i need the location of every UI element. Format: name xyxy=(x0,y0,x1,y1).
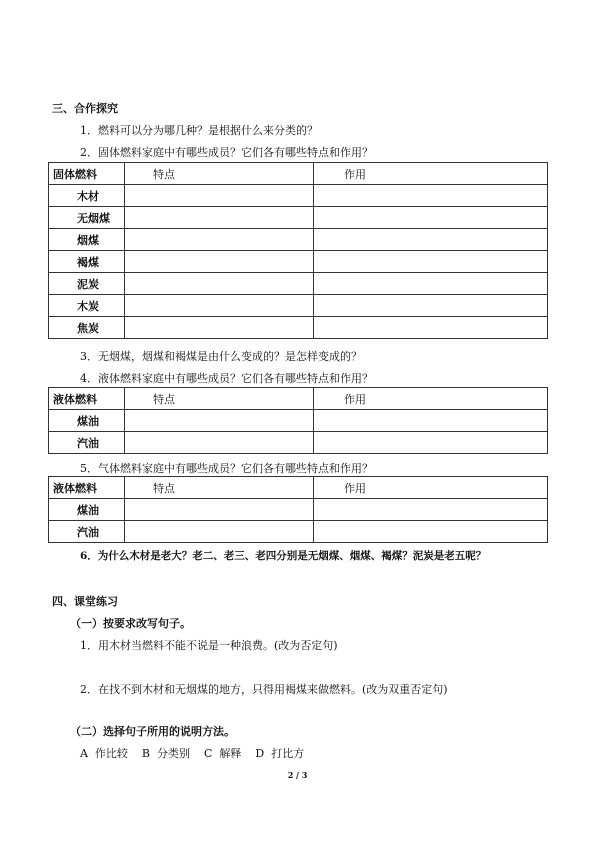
blank-cell[interactable] xyxy=(314,499,548,521)
blank-cell[interactable] xyxy=(125,273,314,295)
blank-cell[interactable] xyxy=(314,185,548,207)
row-label: 泥炭 xyxy=(49,273,125,295)
row-label: 煤油 xyxy=(49,499,125,521)
blank-cell[interactable] xyxy=(125,521,314,543)
page-number: 2 / 3 xyxy=(287,770,308,780)
answer-options: A 作比较 B 分类别 C 解释 D 打比方 xyxy=(80,747,305,760)
table-row xyxy=(49,229,548,251)
table-header-cell: 作用 xyxy=(314,477,548,499)
question-2: 2．固体燃料家庭中有哪些成员？它们各有哪些特点和作用？ xyxy=(80,146,373,159)
subsection-2-title: （二）选择句子所用的说明方法。 xyxy=(70,725,235,738)
blank-cell[interactable] xyxy=(314,251,548,273)
blank-cell[interactable] xyxy=(125,317,314,339)
table-header-cell: 作用 xyxy=(314,163,548,185)
blank-cell[interactable] xyxy=(314,410,548,432)
row-label: 烟煤 xyxy=(49,229,125,251)
blank-cell[interactable] xyxy=(125,229,314,251)
blank-cell[interactable] xyxy=(314,295,548,317)
blank-cell[interactable] xyxy=(314,317,548,339)
question-1: 1．燃料可以分为哪几种？是根据什么来分类的？ xyxy=(80,124,318,137)
blank-cell[interactable] xyxy=(314,273,548,295)
table-header-cell: 特点 xyxy=(125,388,314,410)
blank-cell[interactable] xyxy=(125,295,314,317)
question-3: 3．无烟煤，烟煤和褐煤是由什么变成的？是怎样变成的？ xyxy=(80,350,362,363)
table-row xyxy=(49,317,548,339)
question-4: 4．液体燃料家庭中有哪些成员？它们各有哪些特点和作用？ xyxy=(80,372,373,385)
row-label: 褐煤 xyxy=(49,251,125,273)
table-row xyxy=(49,251,548,273)
blank-cell[interactable] xyxy=(125,251,314,273)
table-header-cell: 固体燃料 xyxy=(49,163,125,185)
question-5: 5．气体燃料家庭中有哪些成员？它们各有哪些特点和作用？ xyxy=(80,462,373,475)
section-3-title: 三、合作探究 xyxy=(52,102,118,115)
question-6: 6．为什么木材是老大？老二、老三、老四分别是无烟煤、烟煤、褐煤？泥炭是老五呢？ xyxy=(80,550,487,562)
row-label: 木材 xyxy=(49,185,125,207)
table-header-cell: 液体燃料 xyxy=(49,477,125,499)
table-header-row xyxy=(49,163,548,185)
blank-cell[interactable] xyxy=(314,229,548,251)
exercise-2: 2．在找不到木材和无烟煤的地方，只得用褐煤来做燃料。(改为双重否定句) xyxy=(80,683,448,696)
table-row xyxy=(49,273,548,295)
exercise-1: 1．用木材当燃料不能不说是一种浪费。(改为否定句) xyxy=(80,639,338,652)
table-row xyxy=(49,207,548,229)
subsection-1-title: （一）按要求改写句子。 xyxy=(70,617,191,630)
table-header-row xyxy=(49,388,548,410)
blank-cell[interactable] xyxy=(125,499,314,521)
row-label: 汽油 xyxy=(49,521,125,543)
blank-cell[interactable] xyxy=(125,185,314,207)
row-label: 汽油 xyxy=(49,432,125,454)
row-label: 煤油 xyxy=(49,410,125,432)
table-header-row xyxy=(49,477,548,499)
table-header-cell: 特点 xyxy=(125,163,314,185)
row-label: 焦炭 xyxy=(49,317,125,339)
table-row xyxy=(49,295,548,317)
table-row xyxy=(49,521,548,543)
gas-fuel-table xyxy=(48,476,548,543)
blank-cell[interactable] xyxy=(125,410,314,432)
solid-fuel-table xyxy=(48,162,548,339)
table-header-cell: 液体燃料 xyxy=(49,388,125,410)
liquid-fuel-table xyxy=(48,387,548,454)
blank-cell[interactable] xyxy=(314,207,548,229)
table-row xyxy=(49,185,548,207)
row-label: 木炭 xyxy=(49,295,125,317)
row-label: 无烟煤 xyxy=(49,207,125,229)
section-4-title: 四、课堂练习 xyxy=(52,595,118,608)
table-row xyxy=(49,432,548,454)
blank-cell[interactable] xyxy=(314,521,548,543)
table-row xyxy=(49,499,548,521)
blank-cell[interactable] xyxy=(314,432,548,454)
table-row xyxy=(49,410,548,432)
blank-cell[interactable] xyxy=(125,207,314,229)
blank-cell[interactable] xyxy=(125,432,314,454)
table-header-cell: 特点 xyxy=(125,477,314,499)
table-header-cell: 作用 xyxy=(314,388,548,410)
